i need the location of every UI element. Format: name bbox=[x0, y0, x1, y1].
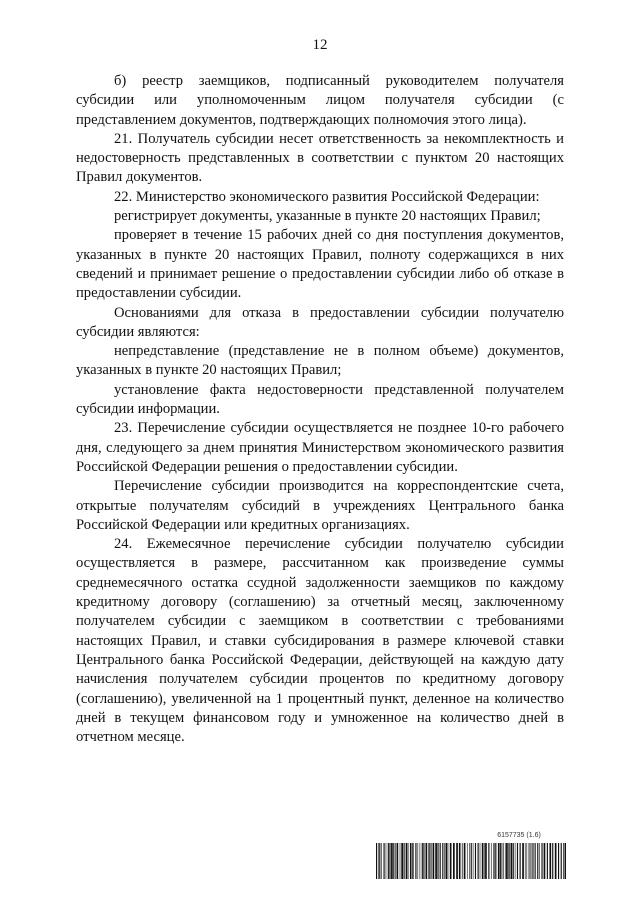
paragraph-23-transfer: 23. Перечисление субсидии осуществляется не позднее 10-го рабочего дня, следующего за днем принятия Министерством экономического развития Российской Федерации решения о предоставлении субсидии. bbox=[76, 420, 564, 475]
paragraph-refusal-false-info: установление факта недостоверности представленной получателем субсидии информации. bbox=[76, 381, 564, 418]
paragraph-22-ministry: 22. Министерство экономического развития Российской Федерации: bbox=[114, 188, 540, 205]
paragraph-22-checks: проверяет в течение 15 рабочих дней со дня поступления документов, указанных в пункте 20 настоящих Правил, полноту содержащихся в них сведений и принимает решение о предоставлении субсидии либо об отказе в предоставлении субсидии. bbox=[76, 227, 564, 302]
paragraph-22-registers: регистрирует документы, указанные в пункте 20 настоящих Правил; bbox=[114, 208, 541, 225]
paragraph-23-accounts: Перечисление субсидии производится на корреспондентские счета, открытые получателям субсидий в учреждениях Центрального банка Российской Федерации или кредитных организациях. bbox=[76, 478, 564, 533]
barcode bbox=[376, 843, 566, 879]
document-body bbox=[76, 72, 564, 747]
paragraph-21-responsibility: 21. Получатель субсидии несет ответственность за некомплектность и недостоверность представленных в соответствии с пунктом 20 настоящих Правил документов. bbox=[76, 130, 564, 186]
paragraph-24-monthly-transfer: 24. Ежемесячное перечисление субсидии получателю субсидии осуществляется в размере, рассчитанном как произведение суммы среднемесячного остатка ссудной задолженности заемщиков по каждому кредитному договору (соглашению) за отчетный месяц, заключенному получателем субсидии с заемщиком в соответствии с требованиями настоящих Правил, и ставки субсидирования в размере ключевой ставки Центрального банка Российской Федерации, действующей на каждую дату начисления получателем субсидии процентов по кредитному договору (соглашению), увеличенной на 1 процентный пункт, деленное на количество дней в текущем финансовом году и умноженное на количество дней в отчетном месяце. bbox=[76, 536, 564, 746]
paragraph-registry-of-borrowers: б) реестр заемщиков, подписанный руководителем получателя субсидии или уполномоченным лицом получателя субсидии (с представлением документов, подтверждающих полномочия этого лица). bbox=[76, 73, 564, 128]
document-code: 6157735 (1.6) bbox=[497, 832, 541, 839]
paragraph-refusal-grounds: Основаниями для отказа в предоставлении субсидии получателю субсидии являются: bbox=[76, 304, 564, 340]
page-number: 12 bbox=[312, 37, 328, 53]
paragraph-refusal-incomplete: непредставление (представление не в полном объеме) документов, указанных в пункте 20 настоящих Правил; bbox=[76, 343, 564, 379]
